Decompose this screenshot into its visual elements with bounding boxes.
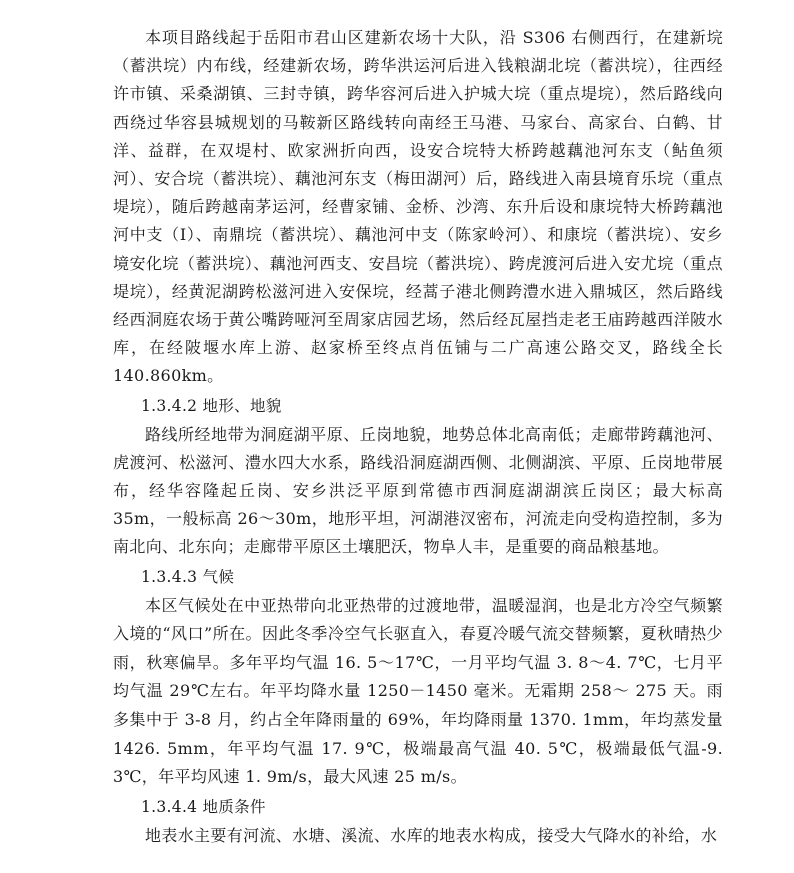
terrain-paragraph: 路线所经地带为洞庭湖平原、丘岗地貌，地势总体北高南低；走廊带跨藕池河、虎渡河、松滋河、澧水四大水系，路线沿洞庭湖西侧、北侧湖滨、平原、丘岗地带展布，经华容隆起丘岗、安乡洪泛平原到常德市西洞庭湖湖滨丘岗区；最大标高 35m，一般标高 26～30m，地形平坦，河湖港汊密布，河流走向受构造控制，多为南北向、北东向；走廊带平原区土壤肥沃，物阜人丰，是重要的商品粮基地。 xyxy=(113,424,723,557)
terrain-section-heading: 1.3.4.2 地形、地貌 xyxy=(141,396,282,415)
document-page xyxy=(113,24,723,850)
geology-section-heading: 1.3.4.4 地质条件 xyxy=(141,797,266,816)
geology-paragraph: 地表水主要有河流、水塘、溪流、水库的地表水构成，接受大气降水的补给，水 xyxy=(145,825,718,845)
climate-section-heading: 1.3.4.3 气候 xyxy=(141,567,235,586)
climate-paragraph: 本区气候处在中亚热带向北亚热带的过渡地带，温暖湿润，也是北方冷空气频繁入境的“风口”所在。因此冬季冷空气长驱直入，春夏冷暖气流交替频繁，夏秋晴热少雨，秋寒偏旱。多年平均气温 16. 5～17℃，一月平均气温 3. 8～4. 7℃，七月平均气温 29℃左右。年平均降水量 1250－1450 毫米。无霜期 258～ 275 天。雨多集中于 3-8 月，约占全年降雨量的 69%，年均降雨量 1370. 1mm，年均蒸发量 1426. 5mm，年平均气温 17. 9℃，极端最高气温 40. 5℃，极端最低气温-9. 3℃，年平均风速 1. 9m/s，最大风速 25 m/s。 xyxy=(113,595,723,787)
route-description-paragraph: 本项目路线起于岳阳市君山区建新农场十大队，沿 S306 右侧西行，在建新垸（蓄洪垸）内布线，经建新农场，跨华洪运河后进入钱粮湖北垸（蓄洪垸），往西经许市镇、采桑湖镇、三封寺镇，跨华容河后进入护城大垸（重点堤垸），然后路线向西绕过华容县城规划的马鞍新区路线转向南经王马港、马家台、高家台、白鹤、甘洋、益群，在双堤村、欧家洲折向西，设安合垸特大桥跨越藕池河东支（鲇鱼须河）、安合垸（蓄洪垸）、藕池河东支（梅田湖河）后，路线进入南县境育乐垸（重点堤垸），随后跨越南茅运河，经曹家铺、金桥、沙湾、东升后设和康垸特大桥跨藕池河中支（Ⅰ）、南鼎垸（蓄洪垸）、藕池河中支（陈家岭河）、和康垸（蓄洪垸）、安乡境安化垸（蓄洪垸）、藕池河西支、安昌垸（蓄洪垸）、跨虎渡河后进入安尤垸（重点堤垸），经黄泥湖跨松滋河进入安保垸，经蒿子港北侧跨澧水进入鼎城区，然后路线经西洞庭农场于黄公嘴跨哑河至周家店园艺场，然后经瓦屋挡走老王庙跨越西洋陂水库，在经陂堰水库上游、赵家桥至终点肖伍铺与二广高速公路交叉，路线全长 140.860km。 xyxy=(113,28,723,386)
